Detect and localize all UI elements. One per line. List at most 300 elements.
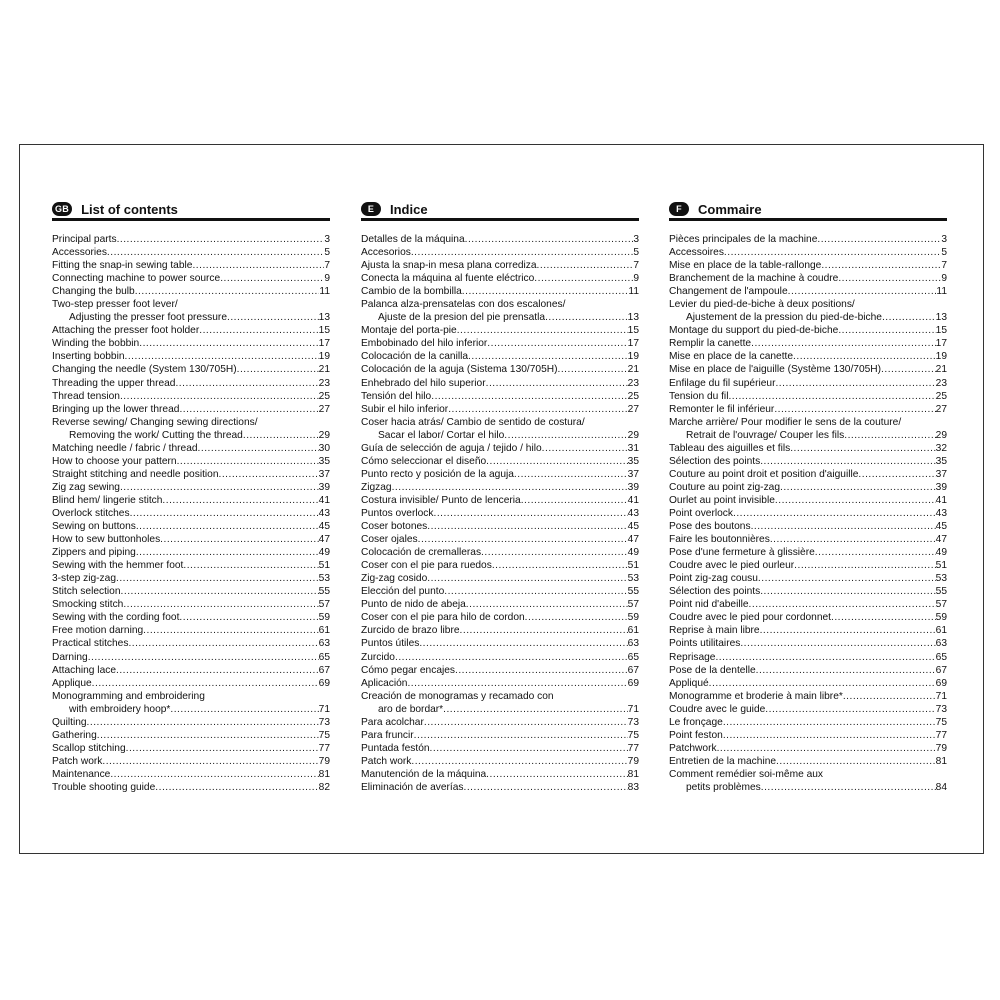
- toc-entry-title: Mise en place de l'aiguille (Système 130/705H): [669, 364, 882, 376]
- toc-entry: [52, 390, 330, 403]
- toc-entry-page: 59: [935, 612, 947, 624]
- dot-leader: [788, 285, 937, 298]
- dot-leader: [760, 624, 936, 637]
- toc-entry: [52, 546, 330, 559]
- toc-entry-title: Punto de nido de abeja: [361, 599, 466, 611]
- dot-leader: [102, 755, 318, 768]
- toc-entry-title: Zurcido de brazo libre: [361, 625, 460, 637]
- toc-entry-title: Tensión del hilo: [361, 390, 432, 402]
- toc-entry: [361, 494, 639, 507]
- toc-entry-title: Coudre avec le pied ourleur: [669, 560, 795, 572]
- toc-entry-page: 47: [935, 534, 947, 546]
- dot-leader: [457, 324, 628, 337]
- toc-entry-page: 71: [627, 703, 639, 715]
- toc-entry-title: 3-step zig-zag: [52, 573, 116, 585]
- toc-entry-title: Practical stitches: [52, 638, 129, 650]
- toc-entry-title: Coser botones: [361, 521, 428, 533]
- toc-entry-title: Remplir la canette: [669, 338, 752, 350]
- toc-entry: [669, 272, 947, 285]
- toc-entry-title: Puntos útiles: [361, 638, 420, 650]
- toc-entry-title: Couture au point droit et position d'aiguille: [669, 468, 859, 480]
- dot-leader: [760, 585, 935, 598]
- dot-leader: [433, 507, 627, 520]
- toc-entry-title: Sewing with the cording foot: [52, 612, 180, 624]
- toc-entry: [361, 481, 639, 494]
- toc-entry-title: Changement de l'ampoule: [669, 286, 788, 298]
- dot-leader: [790, 442, 935, 455]
- dot-leader: [821, 259, 941, 272]
- toc-entry: [52, 742, 330, 755]
- toc-entry: [361, 677, 639, 690]
- toc-entry: [52, 585, 330, 598]
- toc-entry-title: Changing the needle (System 130/705H): [52, 364, 237, 376]
- dot-leader: [465, 233, 634, 246]
- toc-entry: [669, 664, 947, 677]
- dot-leader: [431, 390, 627, 403]
- toc-entry: [669, 742, 947, 755]
- toc-entry: [52, 598, 330, 611]
- toc-entry-title: Colocación de cremalleras: [361, 547, 482, 559]
- toc-entry-title: Levier du pied-de-biche à deux positions/: [669, 299, 855, 311]
- toc-entry-page: 59: [318, 612, 330, 624]
- toc-entry: [52, 651, 330, 664]
- toc-entry: [361, 416, 639, 429]
- dot-leader: [486, 377, 628, 390]
- toc-entry-title: Accessories: [52, 247, 107, 259]
- dot-leader: [723, 729, 936, 742]
- toc-entry: [52, 507, 330, 520]
- toc-entry: [669, 298, 947, 311]
- toc-entry: [669, 585, 947, 598]
- toc-entry: [361, 324, 639, 337]
- dot-leader: [136, 520, 319, 533]
- toc-entry: [52, 494, 330, 507]
- toc-entry-page: 17: [627, 338, 639, 350]
- dot-leader: [107, 246, 324, 259]
- toc-entry: [669, 690, 947, 703]
- toc-entry-title: Pièces principales de la machine: [669, 234, 818, 245]
- toc-entry-title: Attaching the presser foot holder: [52, 325, 200, 337]
- toc-entry: [52, 298, 330, 311]
- toc-entry-page: 41: [627, 494, 639, 506]
- toc-entry: [361, 442, 639, 455]
- toc-entry-page: 15: [935, 325, 947, 337]
- toc-entry: [361, 768, 639, 781]
- toc-entry-page: 21: [935, 364, 947, 376]
- toc-entry-title: Ajuste de la presion del pie prensatla: [378, 312, 546, 324]
- dot-leader: [724, 246, 941, 259]
- toc-entry: [669, 755, 947, 768]
- toc-entry-title: Maintenance: [52, 768, 111, 780]
- toc-entry: [669, 442, 947, 455]
- toc-entry: [669, 598, 947, 611]
- toc-entry: [52, 324, 330, 337]
- dot-leader: [521, 494, 628, 507]
- toc-entry-page: 65: [627, 651, 639, 663]
- toc-entry-title: How to sew buttonholes: [52, 534, 161, 546]
- toc-entry: [361, 520, 639, 533]
- column-title: List of contents: [81, 201, 178, 217]
- toc-entry-title: Mise en place de la canette: [669, 351, 794, 363]
- toc-entry: [669, 259, 947, 272]
- toc-entry-title: Monogramme et broderie à main libre*: [669, 690, 843, 702]
- toc-entry: [361, 246, 639, 259]
- column-title: Commaire: [698, 201, 762, 217]
- toc-entry-page: 39: [935, 481, 947, 493]
- toc-entry: [361, 585, 639, 598]
- toc-entry: [669, 494, 947, 507]
- dot-leader: [831, 611, 936, 624]
- dot-leader: [770, 533, 936, 546]
- toc-entry: [52, 416, 330, 429]
- toc-entry-page: 7: [324, 260, 330, 272]
- toc-entry-title: Cómo seleccionar el diseño: [361, 455, 487, 467]
- toc-entry-title: Attaching lace: [52, 664, 116, 676]
- dot-leader: [504, 429, 627, 442]
- toc-entry: [361, 651, 639, 664]
- toc-entry: [669, 324, 947, 337]
- toc-entry: [52, 559, 330, 572]
- toc-entry-title: Applique: [52, 677, 92, 689]
- toc-entry-page: 37: [627, 468, 639, 480]
- dot-leader: [751, 337, 936, 350]
- toc-entry-title: Point overlock: [669, 507, 733, 519]
- toc-entry-page: 11: [319, 286, 330, 298]
- toc-entry: [52, 703, 330, 716]
- toc-entry-page: 17: [318, 338, 330, 350]
- column-spanish: [361, 200, 639, 794]
- toc-entry-title: Appliqué: [669, 677, 709, 689]
- toc-entry: [52, 533, 330, 546]
- dot-leader: [723, 716, 936, 729]
- toc-entry-title: Zig-zag cosido: [361, 573, 428, 585]
- toc-entry-page: 65: [935, 651, 947, 663]
- toc-entry: [361, 390, 639, 403]
- toc-entry-title: Palanca alza-prensatelas con dos escalones/: [361, 299, 566, 311]
- dot-leader: [525, 611, 628, 624]
- dot-leader: [414, 729, 628, 742]
- toc-entry-page: 7: [633, 260, 639, 272]
- dot-leader: [794, 559, 936, 572]
- toc-entry-title: Ourlet au point invisible: [669, 494, 775, 506]
- column-title: Indice: [390, 201, 428, 217]
- toc-entry: [361, 233, 639, 246]
- dot-leader: [424, 716, 628, 729]
- toc-entry-title: Patch work: [361, 755, 412, 767]
- toc-entry: [669, 455, 947, 468]
- toc-entry-page: 7: [941, 260, 947, 272]
- toc-entry-title: Remonter le fil inférieur: [669, 403, 775, 415]
- dot-leader: [761, 781, 936, 794]
- toc-entry-title: Monogramming and embroidering: [52, 690, 205, 702]
- dot-leader: [92, 677, 319, 690]
- toc-entry: [669, 481, 947, 494]
- toc-entry: [361, 781, 639, 794]
- toc-entry: [669, 337, 947, 350]
- toc-entry-title: Removing the work/ Cutting the thread: [69, 429, 243, 441]
- toc-entry-page: 67: [627, 664, 639, 676]
- toc-entry-title: Pose de la dentelle: [669, 664, 756, 676]
- toc-entry-page: 79: [318, 755, 330, 767]
- toc-entry-title: Retrait de l'ouvrage/ Couper les fils: [686, 429, 845, 441]
- toc-entry-page: 3: [633, 234, 639, 245]
- toc-entry: [669, 429, 947, 442]
- dot-leader: [486, 768, 627, 781]
- toc-entry-title: Accessoires: [669, 247, 724, 259]
- toc-entry: [361, 350, 639, 363]
- toc-entry-page: 5: [941, 247, 947, 259]
- toc-entry-title: Colocación de la aguja (Sistema 130/705H): [361, 364, 558, 376]
- toc-entry: [361, 572, 639, 585]
- dot-leader: [460, 624, 628, 637]
- toc-entry-page: 73: [627, 716, 639, 728]
- dot-leader: [88, 651, 319, 664]
- toc-entry-page: 43: [935, 507, 947, 519]
- toc-entry-title: Changing the bulb: [52, 286, 135, 298]
- toc-entry-page: 49: [627, 547, 639, 559]
- toc-entry-page: 51: [627, 560, 639, 572]
- dot-leader: [177, 455, 319, 468]
- dot-leader: [756, 664, 936, 677]
- column-header: [361, 200, 639, 221]
- toc-entry-page: 61: [627, 625, 639, 637]
- dot-leader: [775, 494, 936, 507]
- toc-entry-page: 3: [324, 234, 330, 245]
- dot-leader: [192, 259, 324, 272]
- toc-entry-title: Ajustement de la pression du pied-de-biche: [686, 312, 882, 324]
- toc-entry-page: 55: [935, 586, 947, 598]
- toc-entry-page: 63: [318, 638, 330, 650]
- toc-entry-page: 5: [324, 247, 330, 259]
- dot-leader: [448, 403, 627, 416]
- dot-leader: [87, 716, 319, 729]
- toc-entry: [669, 311, 947, 324]
- dot-leader: [793, 350, 936, 363]
- toc-entry-title: Montage du support du pied-de-biche: [669, 325, 839, 337]
- toc-entry-title: Reverse sewing/ Changing sewing directions/: [52, 416, 258, 428]
- toc-entry-page: 65: [318, 651, 330, 663]
- dot-leader: [858, 468, 935, 481]
- toc-entry: [52, 768, 330, 781]
- toc-entry-title: Coudre avec le guide: [669, 703, 766, 715]
- toc-entry: [361, 455, 639, 468]
- toc-entry-title: Para fruncir: [361, 729, 414, 741]
- dot-leader: [198, 442, 319, 455]
- dot-leader: [130, 507, 319, 520]
- toc-entry: [361, 611, 639, 624]
- toc-entry-page: 47: [318, 534, 330, 546]
- dot-leader: [427, 572, 627, 585]
- toc-entry: [669, 285, 947, 298]
- toc-entry-page: 53: [318, 573, 330, 585]
- toc-entry-page: 81: [318, 768, 330, 780]
- toc-entry: [52, 637, 330, 650]
- toc-entry-page: 79: [935, 742, 947, 754]
- dot-leader: [117, 233, 325, 246]
- toc-entry-title: Zurcido: [361, 651, 395, 663]
- toc-entry-title: Colocación de la canilla: [361, 351, 469, 363]
- toc-entry-title: with embroidery hoop*: [69, 703, 171, 715]
- dot-leader: [776, 755, 936, 768]
- toc-entry-page: 30: [318, 442, 330, 454]
- toc-entry: [52, 572, 330, 585]
- toc-entry-page: 32: [935, 442, 947, 454]
- toc-entry-title: Coser hacia atrás/ Cambio de sentido de costura/: [361, 416, 585, 428]
- toc-entry: [669, 729, 947, 742]
- toc-entry: [669, 611, 947, 624]
- toc-entry-title: Connecting machine to power source: [52, 273, 221, 285]
- dot-leader: [199, 324, 318, 337]
- toc-entry-title: Sewing with the hemmer foot: [52, 560, 184, 572]
- toc-entry-title: Thread tension: [52, 390, 120, 402]
- dot-leader: [110, 768, 318, 781]
- toc-entry-page: 35: [935, 455, 947, 467]
- toc-entry: [361, 546, 639, 559]
- toc-entry: [52, 455, 330, 468]
- dot-leader: [128, 637, 318, 650]
- toc-entry-title: Trouble shooting guide: [52, 781, 156, 793]
- toc-entry-page: 41: [935, 494, 947, 506]
- toc-entry-title: Guía de selección de aguja / tejido / hilo: [361, 442, 542, 454]
- dot-leader: [219, 468, 319, 481]
- toc-entry: [361, 755, 639, 768]
- toc-entry: [669, 507, 947, 520]
- toc-entry-title: Faire les boutonnières: [669, 534, 770, 546]
- toc-entry-page: 77: [627, 742, 639, 754]
- toc-entry: [361, 337, 639, 350]
- toc-entry: [361, 285, 639, 298]
- toc-list: [361, 233, 639, 794]
- toc-entry: [361, 533, 639, 546]
- toc-entry: [361, 742, 639, 755]
- toc-entry: [361, 624, 639, 637]
- toc-entry-page: 49: [318, 547, 330, 559]
- dot-leader: [815, 546, 936, 559]
- toc-entry-title: Couture au point zig-zag: [669, 481, 780, 493]
- toc-entry-title: Darning: [52, 651, 88, 663]
- dot-leader: [545, 311, 628, 324]
- toc-entry-title: Patchwork: [669, 742, 717, 754]
- toc-entry: [52, 233, 330, 246]
- toc-entry-title: Coser con el pie para hilo de cordon: [361, 612, 525, 624]
- dot-leader: [817, 233, 941, 246]
- dot-leader: [120, 481, 319, 494]
- dot-leader: [733, 507, 936, 520]
- toc-entry-page: 47: [627, 534, 639, 546]
- dot-leader: [838, 324, 935, 337]
- toc-entry-page: 19: [627, 351, 639, 363]
- column-english: [52, 200, 330, 794]
- toc-entry-title: Mise en place de la table-rallonge: [669, 260, 822, 272]
- dot-leader: [464, 781, 628, 794]
- dot-leader: [125, 350, 319, 363]
- toc-entry: [361, 377, 639, 390]
- dot-leader: [765, 703, 935, 716]
- toc-entry-page: 43: [318, 507, 330, 519]
- dot-leader: [462, 285, 629, 298]
- dot-leader: [717, 742, 936, 755]
- toc-entry-title: Gathering: [52, 729, 97, 741]
- toc-entry-title: Sélection des points: [669, 455, 761, 467]
- dot-leader: [749, 598, 936, 611]
- toc-entry-page: 5: [633, 247, 639, 259]
- toc-entry-page: 29: [318, 429, 330, 441]
- toc-entry: [52, 677, 330, 690]
- toc-entry: [361, 703, 639, 716]
- dot-leader: [455, 664, 628, 677]
- toc-entry-page: 13: [935, 312, 947, 324]
- toc-entry-page: 23: [627, 377, 639, 389]
- toc-entry-page: 11: [628, 286, 639, 298]
- dot-leader: [881, 363, 936, 376]
- dot-leader: [179, 611, 318, 624]
- toc-entry-title: Zigzag: [361, 481, 392, 493]
- toc-entry-page: 75: [935, 716, 947, 728]
- toc-entry-page: 69: [627, 677, 639, 689]
- dot-leader: [179, 403, 318, 416]
- dot-leader: [427, 520, 627, 533]
- toc-entry-page: 73: [318, 716, 330, 728]
- dot-leader: [487, 337, 627, 350]
- dot-leader: [407, 677, 627, 690]
- toc-entry-title: Eliminación de averías: [361, 781, 464, 793]
- toc-entry-page: 43: [627, 507, 639, 519]
- toc-entry-title: Reprisage: [669, 651, 716, 663]
- dot-leader: [139, 337, 318, 350]
- toc-entry-page: 51: [318, 560, 330, 572]
- dot-leader: [443, 703, 628, 716]
- toc-entry-page: 15: [318, 325, 330, 337]
- toc-list: [52, 233, 330, 794]
- dot-leader: [411, 246, 634, 259]
- toc-entry-title: Le fronçage: [669, 716, 723, 728]
- toc-entry-page: 45: [935, 521, 947, 533]
- toc-entry: [669, 624, 947, 637]
- toc-entry: [361, 259, 639, 272]
- toc-entry-page: 69: [318, 677, 330, 689]
- toc-entry: [669, 637, 947, 650]
- column-header: [52, 200, 330, 221]
- dot-leader: [780, 481, 936, 494]
- dot-leader: [116, 664, 319, 677]
- toc-entry-title: Creación de monogramas y recamado con: [361, 690, 554, 702]
- toc-entry-page: 59: [627, 612, 639, 624]
- dot-leader: [135, 285, 320, 298]
- dot-leader: [120, 390, 319, 403]
- toc-entry-title: Smocking stitch: [52, 599, 124, 611]
- toc-entry-title: Cambio de la bombilla: [361, 286, 462, 298]
- toc-entry-title: Straight stitching and needle position: [52, 468, 219, 480]
- toc-entry-page: 37: [935, 468, 947, 480]
- toc-entry-page: 61: [318, 625, 330, 637]
- toc-entry-title: Quilting: [52, 716, 87, 728]
- dot-leader: [774, 403, 935, 416]
- toc-entry-title: Zippers and piping: [52, 547, 136, 559]
- toc-entry: [52, 716, 330, 729]
- toc-entry: [52, 272, 330, 285]
- dot-leader: [126, 742, 319, 755]
- toc-entry-title: Tension du fil: [669, 390, 729, 402]
- toc-entry-title: Branchement de la machine à coudre: [669, 273, 839, 285]
- toc-entry: [361, 716, 639, 729]
- toc-entry-page: 67: [935, 664, 947, 676]
- toc-entry-title: Free motion darning: [52, 625, 144, 637]
- toc-entry-page: 19: [318, 351, 330, 363]
- dot-leader: [751, 520, 936, 533]
- toc-entry-title: Sélection des points: [669, 586, 761, 598]
- dot-leader: [162, 494, 318, 507]
- dot-leader: [419, 637, 627, 650]
